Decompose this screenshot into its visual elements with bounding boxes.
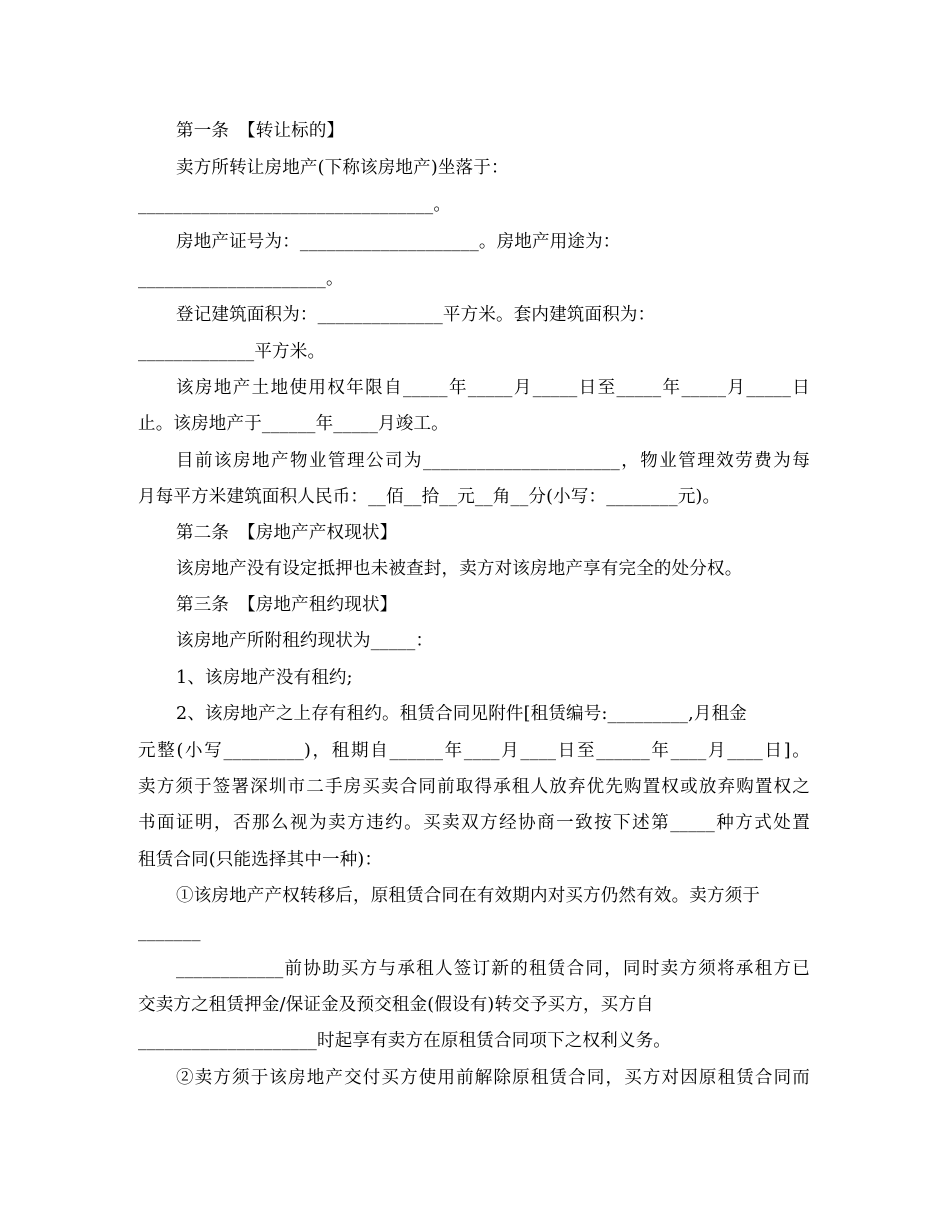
text-line: ①该房地产产权转移后，原租赁合同在有效期内对买方仍然有效。卖方须于 (176, 886, 761, 906)
text-line: 1、该房地产没有租约; (176, 668, 353, 688)
text-line: 元整(小写_________)，租期自______年____月____日至______年____月____日]。 (138, 741, 810, 761)
text-line: ②卖方须于该房地产交付买方使用前解除原租赁合同，买方对因原租赁合同而 (176, 1068, 810, 1088)
blank-line: _______ (138, 922, 201, 942)
text-line: 房地产证号为：____________________。房地产用途为： (176, 232, 621, 252)
article-2-heading: 第二条 【房地产产权现状】 (176, 523, 398, 543)
text-line: 书面证明，否那么视为卖方违约。买卖双方经协商一致按下述第_____种方式处置 (138, 813, 810, 833)
blank-line: _____________________。 (138, 269, 344, 289)
text-line: ____________前协助买方与承租人签订新的租赁合同，同时卖方须将承租方已 (176, 959, 810, 979)
text-line: 租赁合同(只能选择其中一种)： (138, 850, 383, 870)
text-line: 月每平方米建筑面积人民币：__佰__拾__元__角__分(小写：________元)。 (138, 487, 721, 507)
text-line: 2、该房地产之上存有租约。租赁合同见附件[租赁编号:_________,月租金 (176, 704, 747, 724)
text-line: 登记建筑面积为：______________平方米。套内建筑面积为： (176, 305, 656, 325)
article-3-heading: 第三条 【房地产租约现状】 (176, 595, 398, 615)
article-1-heading: 第一条 【转让标的】 (176, 121, 345, 141)
blank-line: _________________________________。 (138, 195, 452, 215)
text-line: ____________________时起享有卖方在原租赁合同项下之权利义务。 (138, 1031, 671, 1051)
text-line: _____________平方米。 (138, 342, 326, 362)
text-line: 止。该房地产于______年_____月竣工。 (138, 414, 449, 434)
text-line: 该房地产没有设定抵押也未被查封，卖方对该房地产享有完全的处分权。 (176, 559, 743, 579)
text-line: 目前该房地产物业管理公司为______________________，物业管理效劳费为每 (176, 451, 810, 471)
text-line: 该房地产所附租约现状为_____： (176, 631, 434, 651)
text-line: 卖方须于签署深圳市二手房买卖合同前取得承租人放弃优先购置权或放弃购置权之 (138, 777, 810, 797)
text-line: 交卖方之租赁押金/保证金及预交租金(假设有)转交予买方，买方自 (138, 995, 654, 1015)
text-line: 该房地产土地使用权年限自_____年_____月_____日至_____年_____月_____日 (176, 378, 810, 398)
text-line: 卖方所转让房地产(下称该房地产)坐落于： (176, 158, 509, 178)
